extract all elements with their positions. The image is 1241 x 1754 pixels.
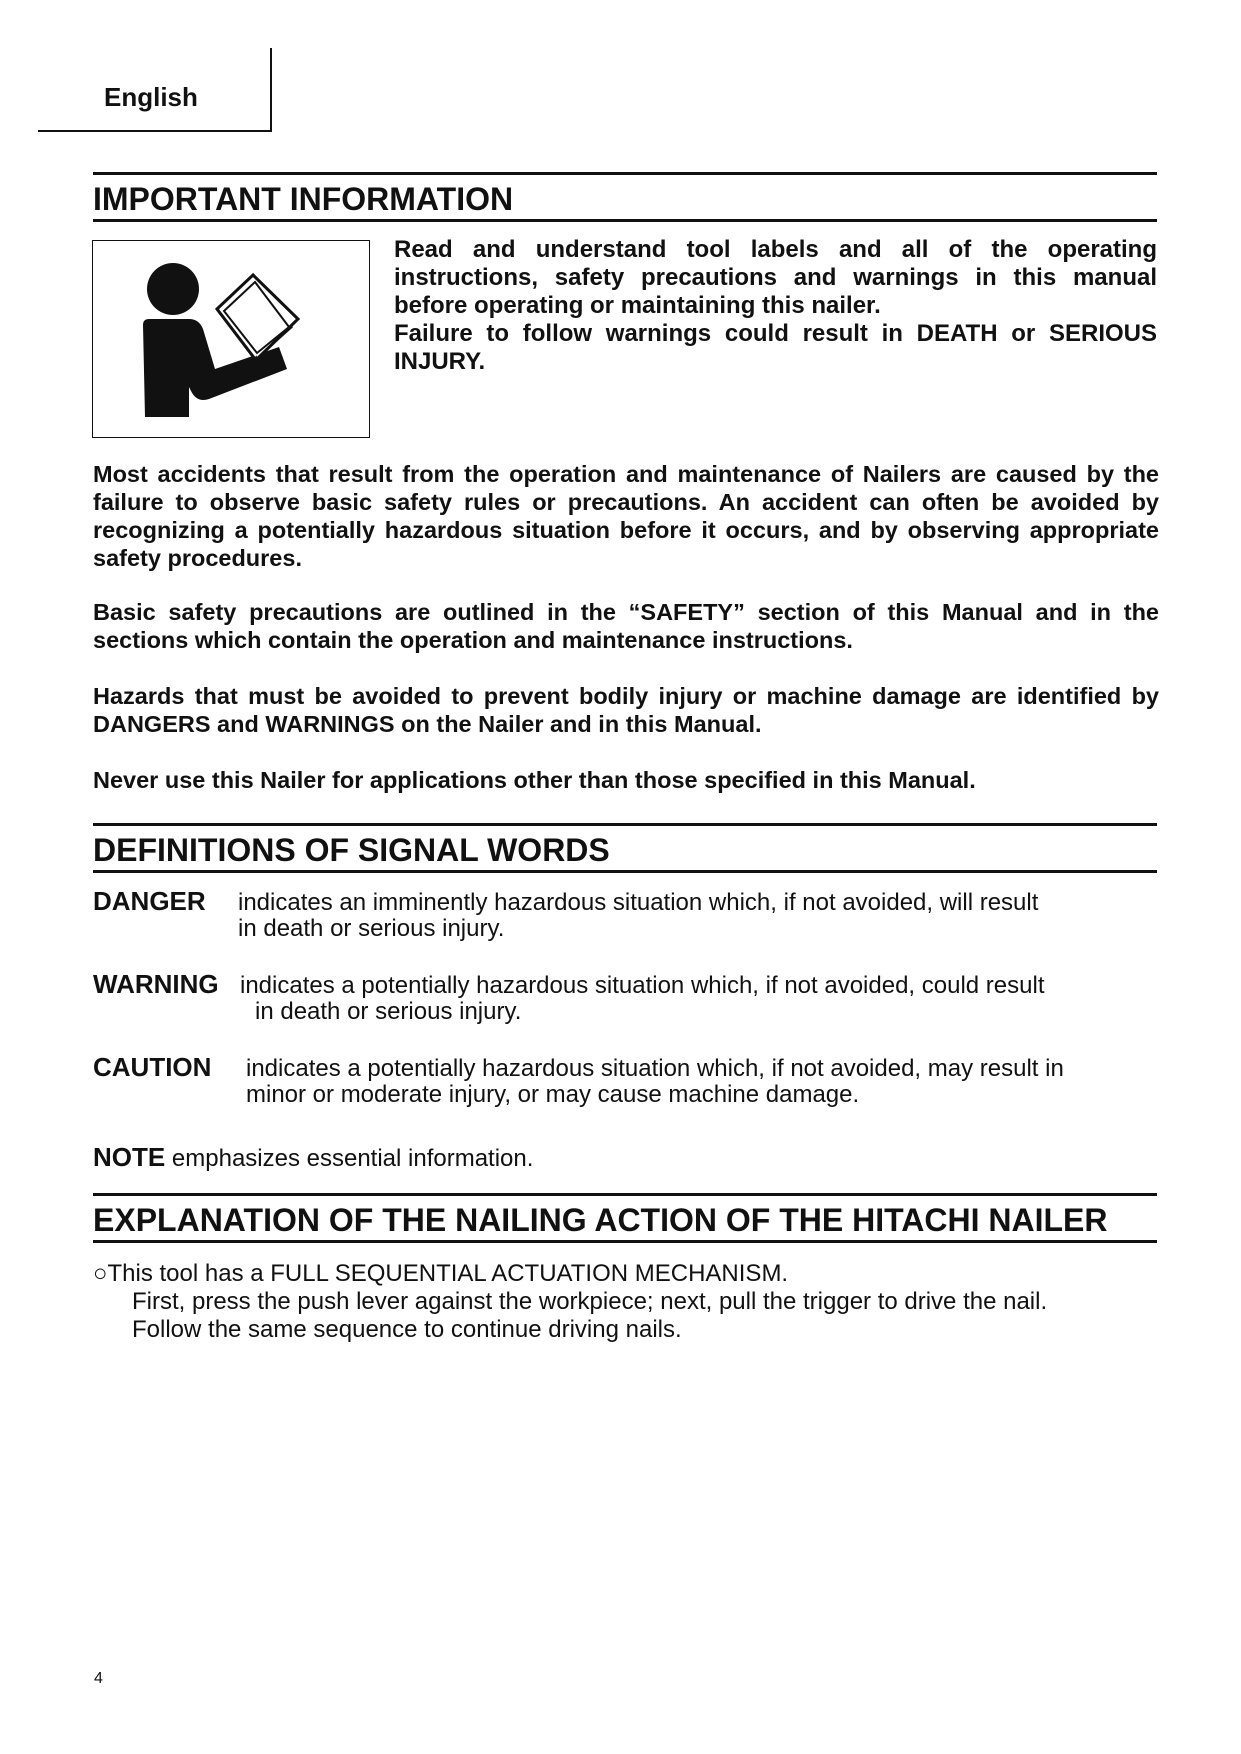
read-manual-illustration <box>92 240 370 438</box>
warning-description-1: indicates a potentially hazardous situation which, if not avoided, could result <box>240 972 1045 999</box>
intro-line-2: Failure to follow warnings could result in DEATH or SERIOUS INJURY. <box>394 320 1157 375</box>
paragraph-hazards: Hazards that must be avoided to prevent bodily injury or machine damage are identified by DANGERS and WARNINGS on the Nailer and in this Manual. <box>93 683 1159 737</box>
paragraph-accidents: Most accidents that result from the operation and maintenance of Nailers are caused by the failure to observe basic safety rules or precautions. An accident can often be avoided by recognizing a potentially hazardous situation before it occurs, and by observing appropriate safety procedures. <box>93 461 1159 571</box>
explanation-line-2: First, press the push lever against the workpiece; next, pull the trigger to drive the nail. <box>132 1288 1048 1315</box>
explanation-header <box>93 1193 1157 1243</box>
page-number: 4 <box>94 1670 103 1687</box>
language-tab <box>38 48 272 132</box>
caution-term: CAUTION <box>93 1052 212 1082</box>
explanation-title: EXPLANATION OF THE NAILING ACTION OF THE HITACHI NAILER <box>93 1202 1108 1238</box>
paragraph-basic-safety: Basic safety precautions are outlined in the “SAFETY” section of this Manual and in the sections which contain the operation and maintenance instructions. <box>93 599 1159 653</box>
person-reading-manual-icon <box>93 241 368 436</box>
note-description: emphasizes essential information. <box>171 1145 534 1172</box>
explanation-line-3: Follow the same sequence to continue driving nails. <box>132 1316 682 1343</box>
note-term: NOTE <box>93 1142 166 1172</box>
circle-bullet-icon: ○ <box>93 1260 108 1287</box>
intro-text <box>394 236 1157 376</box>
paragraph-never-use: Never use this Nailer for applications other than those specified in this Manual. <box>93 767 976 793</box>
danger-description-1: indicates an imminently hazardous situation which, if not avoided, will result <box>238 889 1039 916</box>
danger-term: DANGER <box>93 886 206 916</box>
danger-description-2: in death or serious injury. <box>238 915 505 942</box>
definitions-header <box>93 823 1157 873</box>
explanation-text-1: This tool has a FULL SEQUENTIAL ACTUATION MECHANISM. <box>107 1260 789 1287</box>
caution-description-1: indicates a potentially hazardous situation which, if not avoided, may result in <box>246 1055 1064 1082</box>
definitions-title: DEFINITIONS OF SIGNAL WORDS <box>93 832 610 868</box>
important-information-title: IMPORTANT INFORMATION <box>93 181 514 217</box>
warning-term: WARNING <box>93 969 219 999</box>
note-definition <box>93 1142 533 1173</box>
intro-line-1: Read and understand tool labels and all of the operating instructions, safety precautions and warnings in this manual before operating or maintaining this nailer. <box>394 236 1157 319</box>
explanation-line-1 <box>93 1260 1163 1288</box>
language-label: English <box>104 82 198 112</box>
warning-description-2: in death or serious injury. <box>255 998 522 1025</box>
important-information-header <box>93 172 1157 222</box>
caution-description-2: minor or moderate injury, or may cause machine damage. <box>246 1081 860 1108</box>
